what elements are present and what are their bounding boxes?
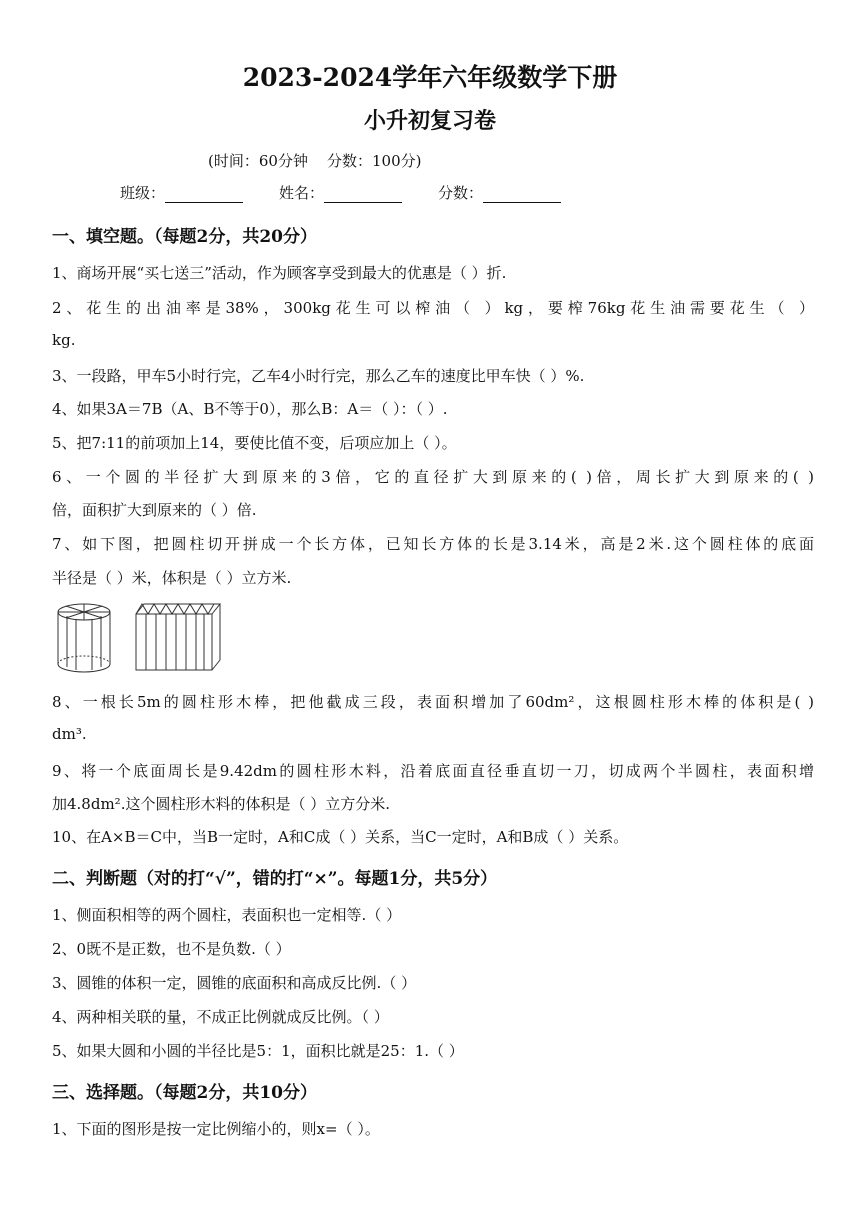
question-line: 半径是（ ）米，体积是（ ）立方米. <box>52 569 292 587</box>
cuboid-figure <box>136 604 220 670</box>
exam-title: 2023-2024学年六年级数学下册 <box>242 63 618 92</box>
question-line: 倍，面积扩大到原来的（ ）倍. <box>52 501 257 519</box>
class-label: 班级： <box>120 184 166 202</box>
question-line: dm³. <box>52 725 87 743</box>
name-blank[interactable] <box>324 186 402 203</box>
question-line: 5、如果大圆和小圆的半径比是5：1，面积比就是25：1.（ ） <box>52 1042 464 1060</box>
question-line: 3、一段路，甲车5小时行完，乙车4小时行完，那么乙车的速度比甲车快（ ）%. <box>52 367 585 385</box>
question-line: 2、0既不是正数，也不是负数.（ ） <box>52 940 291 958</box>
class-blank[interactable] <box>165 186 243 203</box>
question-line: 1、商场开展“买七送三”活动，作为顾客享受到最大的优惠是（ ）折. <box>52 264 507 282</box>
question-line: 6、一个圆的半径扩大到原来的3倍，它的直径扩大到原来的( )倍，周长扩大到原来的( ) <box>52 468 814 486</box>
question-line: 加4.8dm².这个圆柱形木料的体积是（ ）立方分米. <box>52 795 390 813</box>
question-line: 4、如果3A＝7B（A、B不等于0），那么B：A＝（ ）：（ ）. <box>52 400 448 418</box>
question-line: 4、两种相关联的量，不成正比例就成反比例。（ ） <box>52 1008 389 1026</box>
cylinder-figure <box>58 604 110 672</box>
question-line: kg. <box>52 331 76 349</box>
class-field <box>120 182 243 203</box>
question-line: 7、如下图，把圆柱切开拼成一个长方体，已知长方体的长是3.14米，高是2米.这个圆柱体的底面 <box>52 535 814 553</box>
name-field <box>279 182 402 203</box>
section-true-false: 二、判断题（对的打“√”，错的打“×”。每题1分，共5分） <box>52 869 498 889</box>
exam-meta: (时间：60分钟 分数：100分) <box>208 152 422 170</box>
question-line: 2、花生的出油率是38%，300kg花生可以榨油（ ）kg，要榨76kg花生油需要花生（ ） <box>52 299 814 317</box>
score-field <box>438 182 561 203</box>
name-label: 姓名： <box>279 184 325 202</box>
question-line: 5、把7:11的前项加上14，要使比值不变，后项应加上（ ）。 <box>52 434 457 452</box>
score-label: 分数： <box>438 184 484 202</box>
student-info-row <box>120 182 561 203</box>
question-line: 10、在A×B＝C中，当B一定时，A和C成（ ）关系，当C一定时，A和B成（ ）关系。 <box>52 828 629 846</box>
section-fill-blank: 一、填空题。（每题2分，共20分） <box>52 227 317 247</box>
exam-subtitle: 小升初复习卷 <box>363 108 496 134</box>
question-line: 1、下面的图形是按一定比例缩小的，则x=（ ）。 <box>52 1120 380 1138</box>
question-line: 9、将一个底面周长是9.42dm的圆柱形木料，沿着底面直径垂直切一刀，切成两个半圆柱，表面积增 <box>52 762 814 780</box>
question-line: 3、圆锥的体积一定，圆锥的底面积和高成反比例.（ ） <box>52 974 417 992</box>
question-line: 8、一根长5m的圆柱形木棒，把他截成三段，表面积增加了60dm²，这根圆柱形木棒的体积是( ) <box>52 693 814 711</box>
question-line: 1、侧面积相等的两个圆柱，表面积也一定相等.（ ） <box>52 906 402 924</box>
score-blank[interactable] <box>483 186 561 203</box>
cylinder-to-cuboid-figure <box>54 600 254 676</box>
section-multiple-choice: 三、选择题。（每题2分，共10分） <box>52 1083 317 1103</box>
